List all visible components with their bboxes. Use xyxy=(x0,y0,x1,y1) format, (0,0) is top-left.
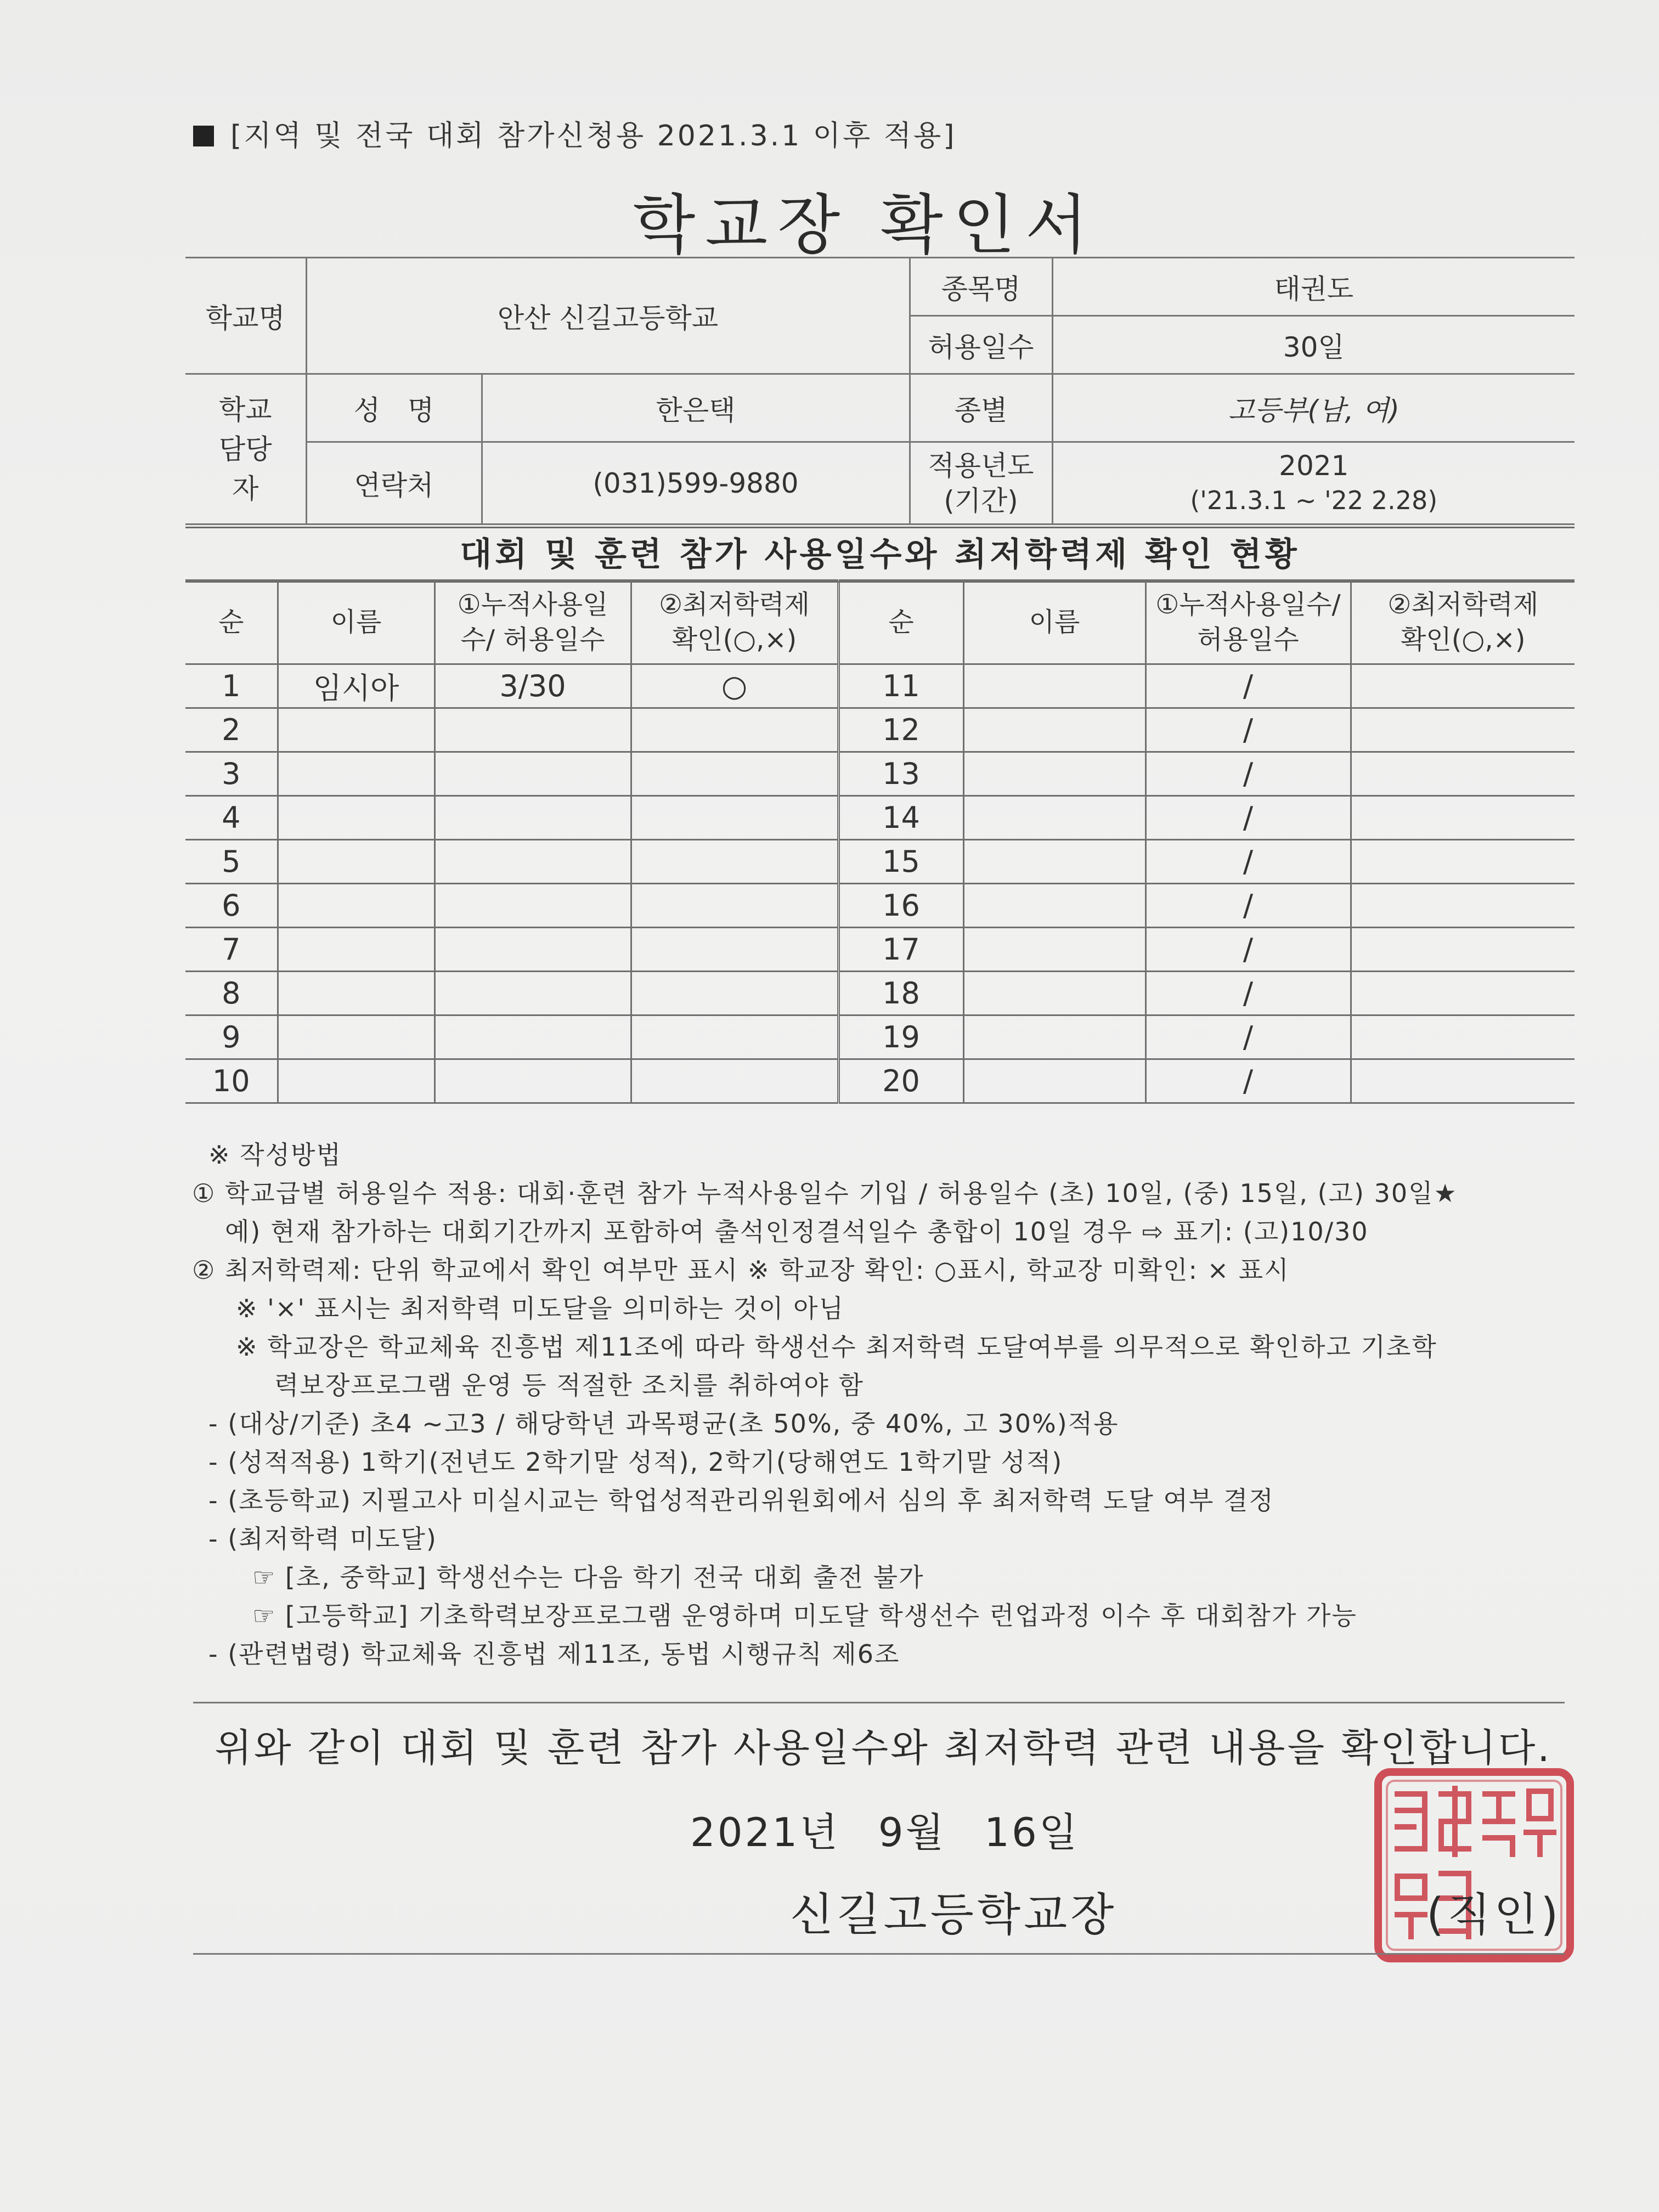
row-min xyxy=(631,1059,838,1103)
row-min-right xyxy=(1351,752,1575,796)
allowed-days-label: 허용일수 xyxy=(910,316,1052,374)
row-min: ○ xyxy=(631,664,838,708)
phone-label: 연락처 xyxy=(306,442,482,524)
row-days-right: / xyxy=(1146,664,1351,708)
row-name xyxy=(278,708,435,752)
allowed-days-value: 30일 xyxy=(1052,316,1575,374)
date-year: 2021년 xyxy=(690,1809,840,1855)
row-min xyxy=(631,884,838,928)
row-days-right: / xyxy=(1146,708,1351,752)
issue-date xyxy=(690,1801,1118,1858)
roster-table xyxy=(185,579,1575,1104)
row-min xyxy=(631,928,838,972)
row-name xyxy=(278,928,435,972)
row-no-right: 15 xyxy=(838,840,963,884)
row-min xyxy=(631,708,838,752)
row-days-right: / xyxy=(1146,928,1351,972)
row-name-right xyxy=(963,796,1146,840)
row-no-right: 19 xyxy=(838,1015,963,1059)
row-name-right xyxy=(963,972,1146,1015)
table-row xyxy=(185,752,1575,796)
row-name xyxy=(278,884,435,928)
table-row xyxy=(185,928,1575,972)
row-no-right: 18 xyxy=(838,972,963,1015)
date-day: 16일 xyxy=(984,1809,1080,1855)
row-days xyxy=(435,752,631,796)
instruction-line: - (관련법령) 학교체육 진흥법 제11조, 동법 시행규칙 제6조 xyxy=(208,1639,900,1669)
table-row xyxy=(185,664,1575,708)
row-days-right: / xyxy=(1146,884,1351,928)
row-name xyxy=(278,972,435,1015)
header-days-right: ①누적사용일수/ 허용일수 xyxy=(1146,580,1351,664)
header-note-text: [지역 및 전국 대회 참가신청용 2021.3.1 이후 적용] xyxy=(230,120,957,153)
instruction-line: - (초등학교) 지필고사 미실시교는 학업성적관리위원회에서 심의 후 최저학력 도달 여부 결정 xyxy=(208,1486,1274,1515)
row-min-right xyxy=(1351,796,1575,840)
table-row xyxy=(185,1059,1575,1103)
row-name xyxy=(278,796,435,840)
header-note xyxy=(193,112,957,154)
sport-value: 태권도 xyxy=(1052,258,1575,316)
instruction-line: ☞ [초, 중학교] 학생선수는 다음 학기 전국 대회 출전 불가 xyxy=(252,1562,924,1592)
instruction-line: ※ 학교장은 학교체육 진흥법 제11조에 따라 학생선수 최저학력 도달여부를 의무적으로 확인하고 기초학 xyxy=(236,1332,1437,1362)
row-no-right: 16 xyxy=(838,884,963,928)
roster-header-row xyxy=(185,580,1575,664)
category-value: 고등부(남, 여) xyxy=(1052,374,1575,442)
instruction-line: ② 최저학력제: 단위 학교에서 확인 여부만 표시 ※ 학교장 확인: ○표시, 학교장 미확인: × 표시 xyxy=(192,1255,1290,1285)
row-no: 4 xyxy=(185,796,278,840)
row-name-right xyxy=(963,884,1146,928)
table-row xyxy=(185,708,1575,752)
row-days xyxy=(435,928,631,972)
table-row xyxy=(185,840,1575,884)
period-value xyxy=(1052,442,1575,524)
instruction-line: ☞ [고등학교] 기초학력보장프로그램 운영하며 미도달 학생선수 런업과정 이수 후 대회참가 가능 xyxy=(252,1601,1357,1630)
row-days-right: / xyxy=(1146,840,1351,884)
row-name-right xyxy=(963,840,1146,884)
row-name-right xyxy=(963,752,1146,796)
row-no: 5 xyxy=(185,840,278,884)
principal-name: 신길고등학교장 xyxy=(790,1889,1118,1941)
school-value: 안산 신길고등학교 xyxy=(306,258,910,374)
row-days-right: / xyxy=(1146,972,1351,1015)
row-no-right: 17 xyxy=(838,928,963,972)
divider xyxy=(193,1953,1565,1955)
instruction-line: 력보장프로그램 운영 등 적절한 조치를 취하여야 함 xyxy=(274,1370,864,1400)
row-no-right: 13 xyxy=(838,752,963,796)
divider xyxy=(193,1702,1565,1703)
header-name: 이름 xyxy=(278,580,435,664)
confirmation-statement: 위와 같이 대회 및 훈련 참가 사용일수와 최저학력 관련 내용을 확인합니다. xyxy=(215,1725,1552,1770)
header-min-right: ②최저학력제 확인(○,×) xyxy=(1351,580,1575,664)
period-year: 2021 xyxy=(1279,450,1349,482)
row-name xyxy=(278,1059,435,1103)
row-name-right xyxy=(963,928,1146,972)
phone-value: (031)599-9880 xyxy=(482,442,910,524)
row-no: 9 xyxy=(185,1015,278,1059)
row-no: 8 xyxy=(185,972,278,1015)
instruction-line: - (최저학력 미도달) xyxy=(208,1524,437,1554)
header-name-right: 이름 xyxy=(963,580,1146,664)
row-min-right xyxy=(1351,708,1575,752)
sport-label: 종목명 xyxy=(910,258,1052,316)
row-no: 2 xyxy=(185,708,278,752)
period-range: ('21.3.1 ~ '22 2.28) xyxy=(1190,486,1438,515)
square-bullet-icon xyxy=(193,126,214,146)
row-min-right xyxy=(1351,928,1575,972)
instruction-line: - (대상/기준) 초4 ~고3 / 해당학년 과목평균(초 50%, 중 40%, 고 30%)적용 xyxy=(208,1409,1119,1438)
row-days xyxy=(435,1015,631,1059)
row-days xyxy=(435,840,631,884)
instructions-heading: ※ 작성방법 xyxy=(208,1140,342,1170)
row-days xyxy=(435,884,631,928)
row-min-right xyxy=(1351,972,1575,1015)
row-name-right xyxy=(963,1015,1146,1059)
name-label: 성 명 xyxy=(306,374,482,442)
row-name: 임시아 xyxy=(278,664,435,708)
row-no-right: 20 xyxy=(838,1059,963,1103)
instruction-line: ① 학교급별 허용일수 적용: 대회·훈련 참가 누적사용일수 기입 / 허용일수 (초) 10일, (중) 15일, (고) 30일★ xyxy=(192,1178,1458,1208)
row-no: 3 xyxy=(185,752,278,796)
row-min-right xyxy=(1351,884,1575,928)
row-days xyxy=(435,972,631,1015)
row-min xyxy=(631,972,838,1015)
row-min-right xyxy=(1351,840,1575,884)
instruction-line: 예) 현재 참가하는 대회기간까지 포함하여 출석인정결석일수 총합이 10일 경우 ⇨ 표기: (고)10/30 xyxy=(225,1217,1369,1246)
row-no: 10 xyxy=(185,1059,278,1103)
row-days: 3/30 xyxy=(435,664,631,708)
instruction-line: ※ '×' 표시는 최저학력 미도달을 의미하는 것이 아님 xyxy=(236,1294,845,1323)
school-info-table xyxy=(185,257,1575,525)
name-value: 한은택 xyxy=(482,374,910,442)
row-days-right: / xyxy=(1146,796,1351,840)
header-no-right: 순 xyxy=(838,580,963,664)
table-row xyxy=(185,884,1575,928)
row-no-right: 14 xyxy=(838,796,963,840)
header-no: 순 xyxy=(185,580,278,664)
row-name xyxy=(278,840,435,884)
row-days-right: / xyxy=(1146,1015,1351,1059)
row-no: 1 xyxy=(185,664,278,708)
row-no: 7 xyxy=(185,928,278,972)
row-min-right xyxy=(1351,664,1575,708)
row-name-right xyxy=(963,664,1146,708)
category-label: 종별 xyxy=(910,374,1052,442)
row-name xyxy=(278,1015,435,1059)
row-days xyxy=(435,708,631,752)
row-min xyxy=(631,796,838,840)
row-min xyxy=(631,752,838,796)
row-name-right xyxy=(963,1059,1146,1103)
school-label: 학교명 xyxy=(185,258,306,374)
header-days: ①누적사용일수/ 허용일수 xyxy=(435,580,631,664)
table-row xyxy=(185,1015,1575,1059)
instruction-line: - (성적적용) 1학기(전년도 2학기말 성적), 2학기(당해연도 1학기말 성적) xyxy=(208,1447,1063,1477)
row-no-right: 12 xyxy=(838,708,963,752)
row-min xyxy=(631,1015,838,1059)
seal-note: (직인) xyxy=(1426,1889,1562,1941)
row-min-right xyxy=(1351,1015,1575,1059)
header-min: ②최저학력제 확인(○,×) xyxy=(631,580,838,664)
row-no: 6 xyxy=(185,884,278,928)
table-row xyxy=(185,972,1575,1015)
row-days-right: / xyxy=(1146,1059,1351,1103)
roster-section-title: 대회 및 훈련 참가 사용일수와 최저학력제 확인 현황 xyxy=(185,527,1575,583)
instructions xyxy=(192,1136,1596,1673)
row-min-right xyxy=(1351,1059,1575,1103)
row-no-right: 11 xyxy=(838,664,963,708)
row-name xyxy=(278,752,435,796)
row-name-right xyxy=(963,708,1146,752)
table-row xyxy=(185,796,1575,840)
period-label: 적용년도 (기간) xyxy=(910,442,1052,524)
row-days-right: / xyxy=(1146,752,1351,796)
contact-person-label: 학교 담당자 xyxy=(185,374,306,524)
row-days xyxy=(435,1059,631,1103)
row-days xyxy=(435,796,631,840)
row-min xyxy=(631,840,838,884)
date-month: 9월 xyxy=(878,1809,946,1855)
page-title: 학교장 확인서 xyxy=(633,187,1098,263)
